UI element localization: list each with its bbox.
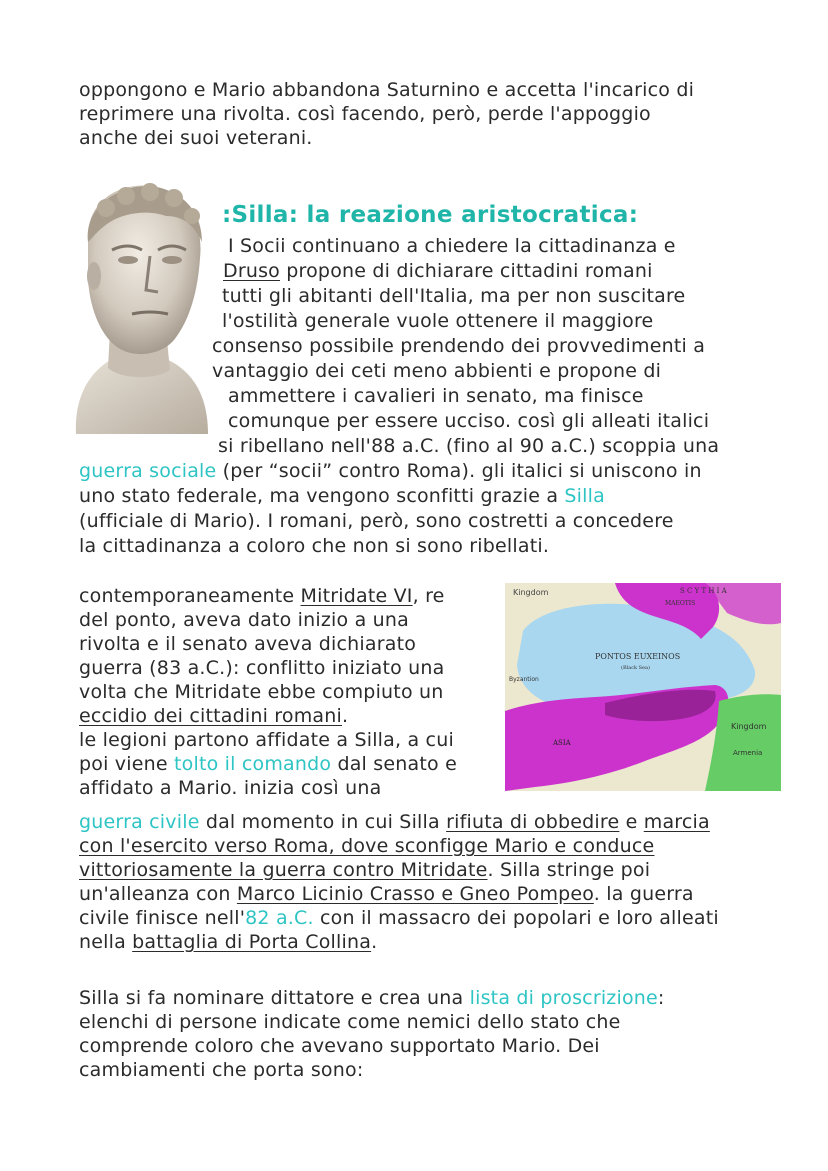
guerra-civile-term: guerra civile xyxy=(79,811,200,833)
text-line: tutti gli abitanti dell'Italia, ma per non suscitare xyxy=(222,285,686,307)
intro-line: oppongono e Mario abbandona Saturnino e accetta l'incarico di xyxy=(79,79,695,101)
civil-war-paragraph xyxy=(79,810,719,954)
text-line: comunque per essere ucciso. così gli alleati italici xyxy=(228,410,710,432)
text-line: vantaggio dei ceti meno abbienti e propone di xyxy=(212,360,662,382)
map-label: S C Y T H I A xyxy=(680,587,727,595)
text-line xyxy=(79,810,719,834)
text-line xyxy=(79,986,665,1010)
text-line xyxy=(79,484,605,508)
map-label: ASIA xyxy=(553,739,571,747)
silla-term: Silla xyxy=(564,485,605,507)
text-fragment: . xyxy=(371,931,378,953)
silla-paragraph xyxy=(0,0,828,560)
battaglia-term: battaglia di Porta Collina xyxy=(132,931,372,953)
text-line xyxy=(79,858,719,882)
text-fragment: (per “socii” contro Roma). gli italici si uniscono in xyxy=(216,460,702,482)
text-line xyxy=(79,882,719,906)
text-line: guerra (83 a.C.): conflitto iniziato una xyxy=(79,657,445,679)
text-fragment: nella xyxy=(79,931,133,953)
text-fragment: un'alleanza con xyxy=(79,883,237,905)
mitridate-term: Mitridate VI xyxy=(300,585,413,607)
text-line: consenso possibile prendendo dei provvedimenti a xyxy=(212,335,706,357)
tolto-comando-term: tolto il comando xyxy=(174,753,332,775)
intro-line: anche dei suoi veterani. xyxy=(79,127,313,149)
text-fragment: , re xyxy=(412,585,445,607)
proscrizione-term: lista di proscrizione xyxy=(469,987,658,1009)
text-line xyxy=(79,704,457,728)
text-line xyxy=(79,584,457,608)
text-line xyxy=(79,906,719,930)
text-fragment: e xyxy=(619,811,644,833)
text-fragment: poi viene xyxy=(79,753,174,775)
map-label: Kingdom xyxy=(513,588,549,597)
section-title: :Silla: la reazione aristocratica: xyxy=(222,202,639,228)
text-line: (ufficiale di Mario). I romani, però, sono costretti a concedere xyxy=(79,510,674,532)
text-line: cambiamenti che porta sono: xyxy=(79,1059,364,1081)
text-line: del ponto, aveva dato inizio a una xyxy=(79,609,409,631)
text-line: le legioni partono affidate a Silla, a cui xyxy=(79,729,454,751)
rifiuta-term: rifiuta di obbedire xyxy=(446,811,620,833)
text-fragment: con il massacro dei popolari e loro alleati xyxy=(313,907,719,929)
text-line xyxy=(79,752,457,776)
anno-term: 82 a.C. xyxy=(245,907,314,929)
text-line: con l'esercito verso Roma, dove sconfigge Mario e conduce xyxy=(79,835,655,857)
marcia-term: marcia xyxy=(643,811,710,833)
text-line xyxy=(79,930,719,954)
text-fragment: dal momento in cui Silla xyxy=(199,811,447,833)
mitridate-paragraph xyxy=(79,584,457,800)
pontus-map-image xyxy=(505,583,781,791)
alleati-term: Marco Licinio Crasso e Gneo Pompeo xyxy=(236,883,594,905)
text-fragment: . Silla stringe poi xyxy=(487,859,651,881)
text-line: comprende coloro che avevano supportato Mario. Dei xyxy=(79,1035,600,1057)
druso-term: Druso xyxy=(223,260,281,282)
text-line xyxy=(79,459,702,483)
map-label: PONTOS EUXEINOS xyxy=(595,652,681,661)
text-line: la cittadinanza a coloro che non si sono ribellati. xyxy=(79,535,550,557)
text-line: I Socii continuano a chiedere la cittadinanza e xyxy=(228,235,676,257)
vittoria-term: vittoriosamente la guerra contro Mitridate xyxy=(79,859,488,881)
text-fragment: propone di dichiarare cittadini romani xyxy=(280,260,653,282)
text-fragment: civile finisce nell' xyxy=(79,907,246,929)
map-label: Armenia xyxy=(733,749,763,757)
eccidio-term: eccidio dei cittadini romani xyxy=(79,705,342,727)
text-line: affidato a Mario. inizia così una xyxy=(79,777,382,799)
map-label: MAEOTIS xyxy=(665,600,696,607)
text-line: si ribellano nell'88 a.C. (fino al 90 a.C.) scoppia una xyxy=(218,435,720,457)
text-line xyxy=(223,259,653,283)
text-line: ammettere i cavalieri in senato, ma finisce xyxy=(228,385,644,407)
intro-line: reprimere una rivolta. così facendo, però, perde l'appoggio xyxy=(79,103,651,125)
map-label: (Black Sea) xyxy=(621,665,650,671)
text-line: volta che Mitridate ebbe compiuto un xyxy=(79,681,444,703)
text-fragment: . la guerra xyxy=(593,883,694,905)
text-fragment: dal senato e xyxy=(331,753,457,775)
text-line: rivolta e il senato aveva dichiarato xyxy=(79,633,417,655)
dictator-paragraph xyxy=(79,986,665,1082)
text-fragment: : xyxy=(657,987,665,1009)
text-fragment: uno stato federale, ma vengono sconfitti grazie a xyxy=(79,485,565,507)
text-fragment: contemporaneamente xyxy=(79,585,301,607)
text-fragment: Silla si fa nominare dittatore e crea una xyxy=(79,987,470,1009)
text-line: l'ostilità generale vuole ottenere il maggiore xyxy=(222,310,654,332)
guerra-sociale-term: guerra sociale xyxy=(79,460,217,482)
text-fragment: . xyxy=(342,705,349,727)
map-label: Byzantion xyxy=(509,676,539,683)
map-label: Kingdom xyxy=(731,722,767,731)
text-line: elenchi di persone indicate come nemici dello stato che xyxy=(79,1011,621,1033)
